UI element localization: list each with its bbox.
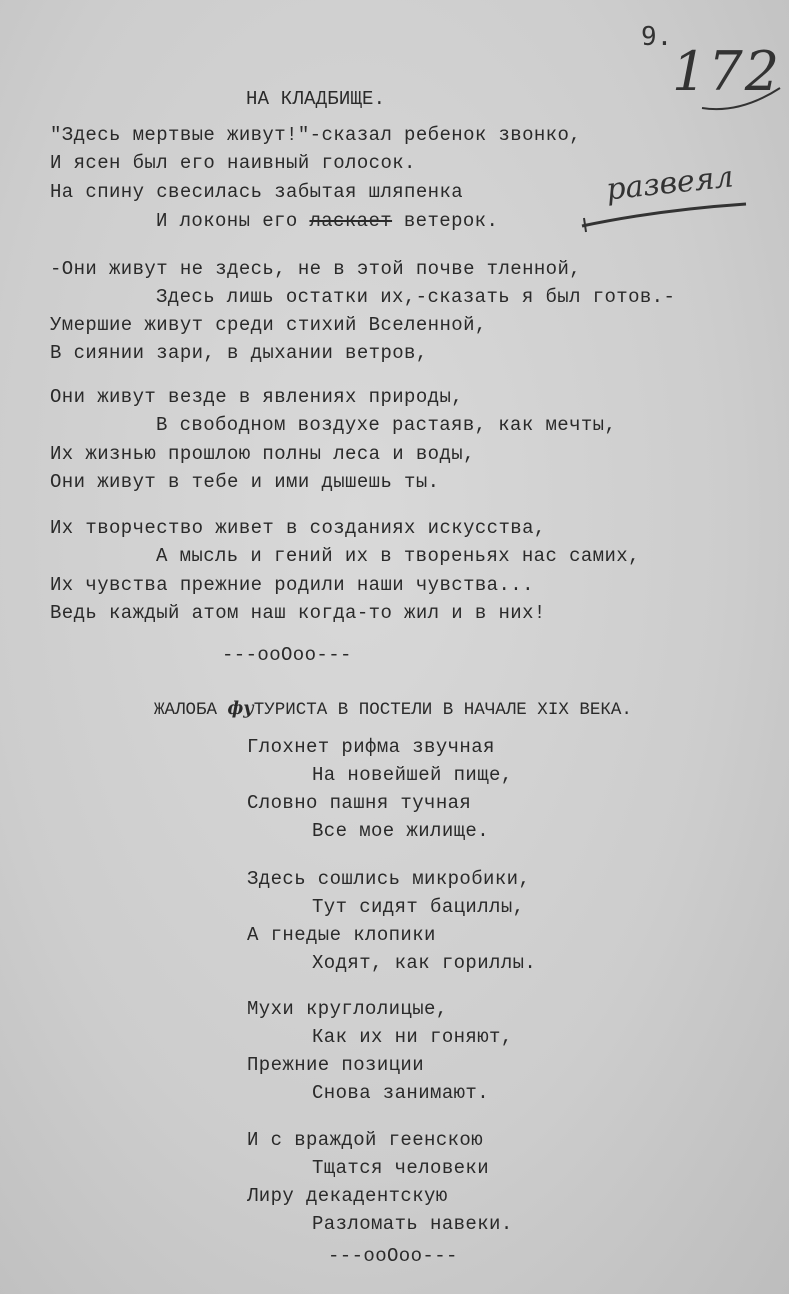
poem1-line-5: -Они живут не здесь, не в этой почве тленной, [50, 258, 582, 280]
poem2-line-4: Все мое жилище. [312, 820, 490, 842]
poem1-line-14: А мысль и гений их в твореньях нас самих, [156, 545, 640, 567]
poem2-line-7: А гнедые клопики [247, 924, 436, 946]
poem1-line-10: В свободном воздухе растаяв, как мечты, [156, 414, 617, 436]
poem1-line-13: Их творчество живет в созданиях искусства, [50, 517, 546, 539]
poem1-separator: ---ооОоо--- [222, 644, 352, 666]
poem2-line-10: Как их ни гоняют, [312, 1026, 513, 1048]
archive-number-underline [700, 80, 785, 115]
handwritten-overwrite: фу [227, 699, 254, 719]
poem1-line-1: "Здесь мертвые живут!"-сказал ребенок звонко, [50, 124, 582, 146]
poem2-line-13: И с враждой геенскою [247, 1129, 484, 1151]
poem2-line-2: На новейшей пище, [312, 764, 513, 786]
poem1-title: НА КЛАДБИЩЕ. [246, 88, 386, 110]
poem2-line-6: Тут сидят бациллы, [312, 896, 525, 918]
poem1-line-4-start: И локоны его [156, 210, 310, 232]
page-number: 9. [641, 22, 673, 52]
handwritten-correction: развеял [604, 159, 736, 208]
poem1-line-7: Умершие живут среди стихий Вселенной, [50, 314, 487, 336]
poem2-line-15: Лиру декадентскую [247, 1185, 448, 1207]
poem1-line-3: На спину свесилась забытая шляпенка [50, 181, 464, 203]
poem2-title-rest: ТУРИСТА В ПОСТЕЛИ В НАЧАЛЕ XIX ВЕКА. [253, 700, 632, 720]
struck-word: ласкает [309, 210, 393, 232]
poem2-line-9: Мухи круглолицые, [247, 998, 448, 1020]
poem1-line-8: В сиянии зари, в дыхании ветров, [50, 342, 428, 364]
poem2-title [154, 697, 632, 722]
poem2-line-8: Ходят, как гориллы. [312, 952, 537, 974]
poem1-line-16: Ведь каждый атом наш когда-то жил и в них! [50, 602, 546, 624]
poem2-line-16: Разломать навеки. [312, 1213, 513, 1235]
poem2-line-12: Снова занимают. [312, 1082, 490, 1104]
archive-number: 172 [672, 40, 782, 103]
poem2-line-14: Тщатся человеки [312, 1157, 490, 1179]
poem1-line-4 [156, 209, 498, 233]
poem2-line-5: Здесь сошлись микробики, [247, 868, 531, 890]
poem2-separator: ---ооОоо--- [328, 1245, 458, 1267]
poem2-line-3: Словно пашня тучная [247, 792, 472, 814]
poem2-line-1: Глохнет рифма звучная [247, 736, 495, 758]
poem1-line-12: Они живут в тебе и ими дышешь ты. [50, 471, 440, 493]
correction-stroke [578, 196, 753, 236]
poem1-line-11: Их жизнью прошлою полны леса и воды, [50, 443, 475, 465]
poem1-line-6: Здесь лишь остатки их,-сказать я был готов.- [156, 286, 676, 308]
poem2-line-11: Прежние позиции [247, 1054, 425, 1076]
poem2-title-start: ЖАЛОБА [154, 700, 228, 720]
poem1-line-15: Их чувства прежние родили наши чувства... [50, 574, 534, 596]
poem1-line-9: Они живут везде в явлениях природы, [50, 386, 464, 408]
poem1-line-4-end: ветерок. [392, 210, 499, 232]
poem1-line-2: И ясен был его наивный голосок. [50, 152, 416, 174]
